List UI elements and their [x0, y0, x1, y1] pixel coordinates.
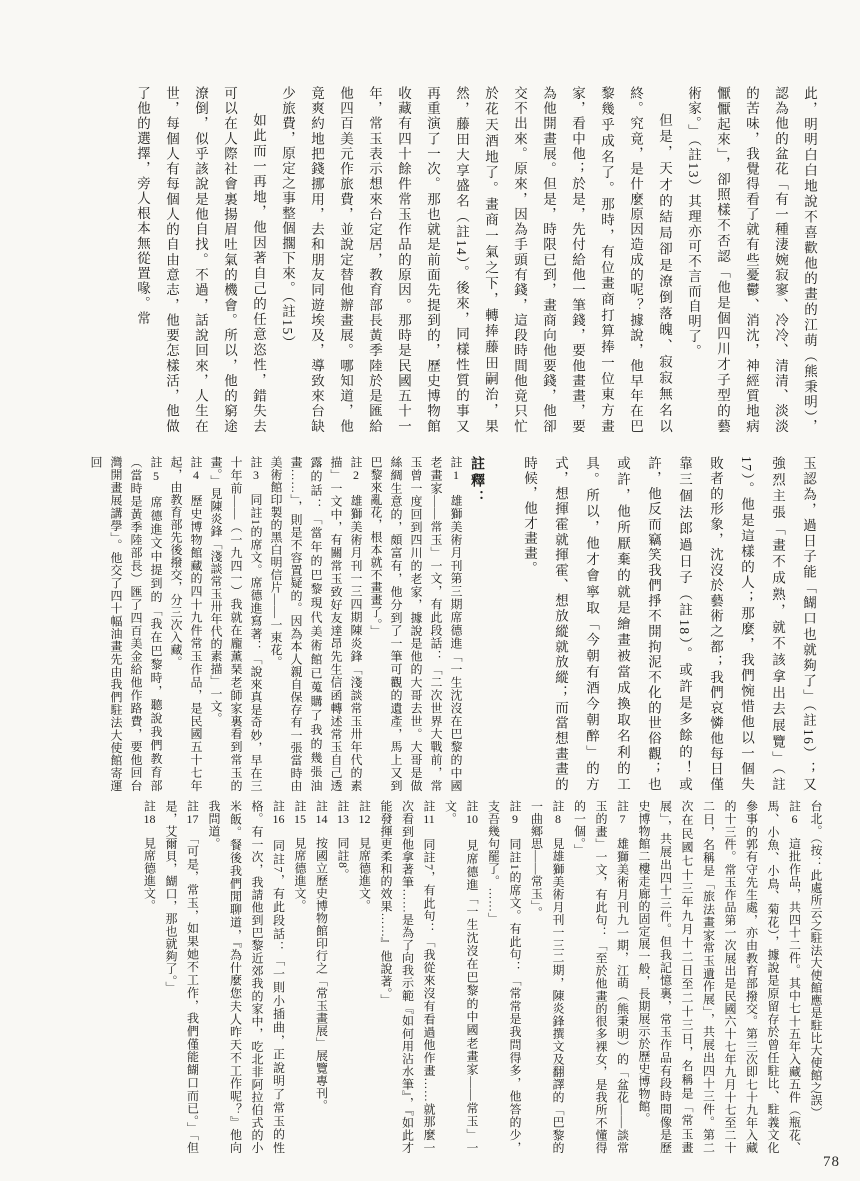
note-item	[633, 800, 805, 1154]
note-item	[525, 800, 568, 1154]
paragraph: 此，明明白白地說不喜歡他的畫的江萌（熊秉明），認為他的盆花「有一種淒婉寂寥、冷冷、清清、淡淡的苦味，我覺得看了就有些憂鬱、消沈，神經質地病懨懨起來」，卻照樣不否認「他是個四川才子型的藝術家。」（註13）其理亦可不言而自明了。	[686, 86, 817, 434]
note-text: 席德進文中提到的「我在巴黎時，聽說我們教育部（當時是黃季陸部長）匯了四百美金給他作路費，要他回台灣開畫展講學」。他交了四十幅油畫先由我們駐法大使館寄運回	[89, 456, 163, 792]
note-label: 註16	[271, 800, 286, 826]
note-label: 註9	[508, 800, 522, 825]
note-text: 同註7，有此句：「我從來沒有看過他作畫……就那麼一次看到他拿著筆……是為了向我示範『如何用沾水筆』，『如此才能發揮更柔和的效果……』他說著。」	[379, 800, 436, 1154]
note-label: 註15	[293, 800, 307, 825]
note-item	[375, 800, 440, 1154]
note-text: 同註1的席文。有此句：「常常是我問得多，他答的少，支吾幾句罷了。……」	[486, 800, 522, 1154]
note-item	[366, 456, 466, 792]
note-item	[482, 800, 525, 1154]
note-text: 雄獅美術月刊第三期席德進「一生沈沒在巴黎的中國老畫家——常玉」一文，有此段話：「二次世界大戰前，常玉曾一度回到四川的老家，據說是他的大哥去世。大哥是做絲綢生意的，頗富有，他分到了一筆可觀的遺產，馬上又到巴黎來亂花，根本就不畫畫了。」	[369, 456, 463, 793]
notes-header: 註釋：	[469, 456, 484, 507]
note-item	[310, 800, 332, 1154]
note-item	[332, 800, 354, 1154]
note-item	[86, 456, 166, 792]
note-text: 歷史博物館藏的四十九件常玉作品，是民國五十七年起，由教育部先後撥交，分三次入藏。	[169, 456, 203, 793]
note-text: 見席德進文。	[142, 837, 157, 912]
note-label: 註4	[189, 456, 203, 481]
note-text: 雄獅美術月刊九一期，江萌（熊秉明）的「盆花——談常玉的畫」一文，有此句：「至於他畫的很多裸女，是我所不懂得的一個。」	[572, 800, 630, 1155]
notes-section-upper	[34, 456, 486, 792]
note-label: 註11	[422, 800, 436, 825]
paragraph: 如此而一再地，他因著自己的任意恣性，錯失去可以在人際社會裏揚眉吐氣的機會。所以，他的窮途潦倒，似乎該說是他自找。不過，話說回來，人生在世，每個人有每個人的自由意志，他要怎樣活，他做了他的選擇，旁人根本無從置喙。常	[135, 86, 266, 434]
page-number: 78	[823, 1154, 840, 1170]
main-text-top	[34, 86, 824, 434]
note-label: 註3	[249, 456, 263, 481]
note-item	[138, 800, 160, 1154]
note-label: 註8	[551, 800, 565, 825]
paragraph: 玉認為，過日子能「餬口也就夠了」（註16）；又強烈主張「畫不成熟，就不該拿出去展覽」（註17）。他是這樣的人；那麼，我們惋惜他以一個失敗者的形象，沈沒於藝術之都；我們哀憐他每日僅靠三個法郎過日子（註18）。或許是多餘的！或許，他反而竊笑我們掙不開拘泥不化的世俗觀；也或許，他所厭棄的就是繪畫被當成換取名利的工具。所以，他才會寧取「今朝有酒今朝醉」的方式，想揮霍就揮霍、想放縱就放縱；而當想畫畫的時候，他才畫畫。	[522, 456, 816, 792]
note-item	[160, 800, 203, 1154]
note-label: 註14	[314, 800, 329, 825]
note-text: 見雄獅美術月刊一三二期，陳炎鋒撰文及翻譯的「巴黎的一曲鄉思——常玉」。	[529, 800, 565, 1155]
note-text: 同註8。	[336, 837, 350, 881]
note-text: 見席德進文。	[357, 837, 372, 912]
note-item	[805, 800, 827, 1154]
paragraph: 但是，天才的結局卻是潦倒落魄、寂寂無名以終。究竟，是什麼原因造成的呢？據說，他早年在巴黎幾乎成名了。那時，有位畫商打算捧一位東方畫家，看中他；於是，先付給他一筆錢，要他畫畫，要為他開畫展。但是，時限已到，畫商向他要錢，他卻交不出來。原來，因為手頭有錢，這段時間他竟只忙於花天酒地了。畫商一氣之下，轉捧藤田嗣治，果然，藤田大享盛名（註14）。後來，同樣性質的事又再重演了一次。那也就是前面先提到的，歷史博物館收藏有四十餘件常玉作品的原因。那時是民國五十一年，常玉表示想來台定居，教育部長黃季陸於是匯給他四百美元作旅費，並說定替他辦畫展。哪知道，他竟爽約地把錢挪用，去和朋友同遊埃及，導致來台缺少旅費，原定之事整個擱下來。（註15）	[280, 86, 672, 434]
note-text: 見席德進文。	[293, 837, 307, 912]
note-label: 註6	[787, 800, 802, 825]
note-label: 註1	[449, 456, 463, 481]
note-item	[568, 800, 633, 1154]
note-label: 註5	[149, 456, 163, 482]
note-item	[289, 800, 311, 1154]
note-item	[203, 800, 289, 1154]
note-item	[206, 456, 266, 792]
note-label: 註7	[615, 800, 630, 825]
note-text: 見席德進「一生沈沒在巴黎的中國老畫家——常玉」一文。	[443, 800, 479, 1155]
note-label: 註12	[357, 800, 372, 825]
note-text: 按國立歷史博物館印行之「常玉畫展」展覽專刊。	[314, 837, 329, 1112]
note-label: 註2	[349, 456, 363, 481]
main-text-continued	[492, 456, 824, 792]
note-label: 註18	[142, 800, 157, 825]
note-text: 雄獅美術月刊一三四期陳炎鋒「淺談常玉卅年代的素描」一文中，有關常玉致好友達昂先生信函轉述常玉自己透露的話：「當年的巴黎現代美術館已蒐購了我的幾張油畫……」，則是不容置疑的。因為本人親自保存有一張當時由美術館印製的黑白明信片——一束花。	[269, 456, 363, 793]
note-text: 同註1的席文。席德進寫著：「說來真是奇妙，早在三十年前——（一九四一）我就在龐薰琹老師家裏看到常玉的畫。」見陳炎鋒「淺談常玉卅年代的素描」一文。	[209, 456, 263, 793]
note-item	[266, 456, 366, 792]
note-label: 註10	[465, 800, 479, 826]
note-text: 台北。（按：此處所云之駐法大使館應是駐比大使館之誤）	[809, 800, 823, 1119]
note-label: 註17	[185, 800, 200, 825]
note-item	[439, 800, 482, 1154]
note-item	[166, 456, 206, 792]
note-text: 這批作品，共四十二件。其中七十五年入藏五件（瓶花、馬、小魚、小鳥、菊花），據說是原留存於曾任駐比、駐義文化參事的郭有守先生處，亦由教育部撥交。第三次即七十九年入藏的十三件。常玉作品第一次展出是民國六十七年九月十七至二十二日，名稱是「旅法畫家常玉遺作展」，共展出四十三件。第二次在民國七十三年九月十二日至二十三日，名稱是「常玉畫展」，共展出四十三件。但我記憶裏，常玉作品有段時間像是歷史博物館二樓走廊的固定展一般，長期展示於歷史博物館。	[637, 800, 802, 1155]
note-text: 「可是，常玉，如果她不工作，我們僅能餬口而已。」「但是，艾爾貝，餬口，那也就夠了。」	[164, 800, 200, 1154]
note-text: 同註7，有此段話：「一則小插曲，正說明了常玉的性格。有一次，我請他到巴黎近郊我的家中，吃北非阿拉伯式的小米飯。餐後我們閒聊道，『為什麼您夫人昨天不工作呢？』他向我問道。	[207, 800, 286, 1155]
note-label: 註13	[336, 800, 350, 825]
note-item	[353, 800, 375, 1154]
notes-section-lower	[34, 800, 826, 1154]
